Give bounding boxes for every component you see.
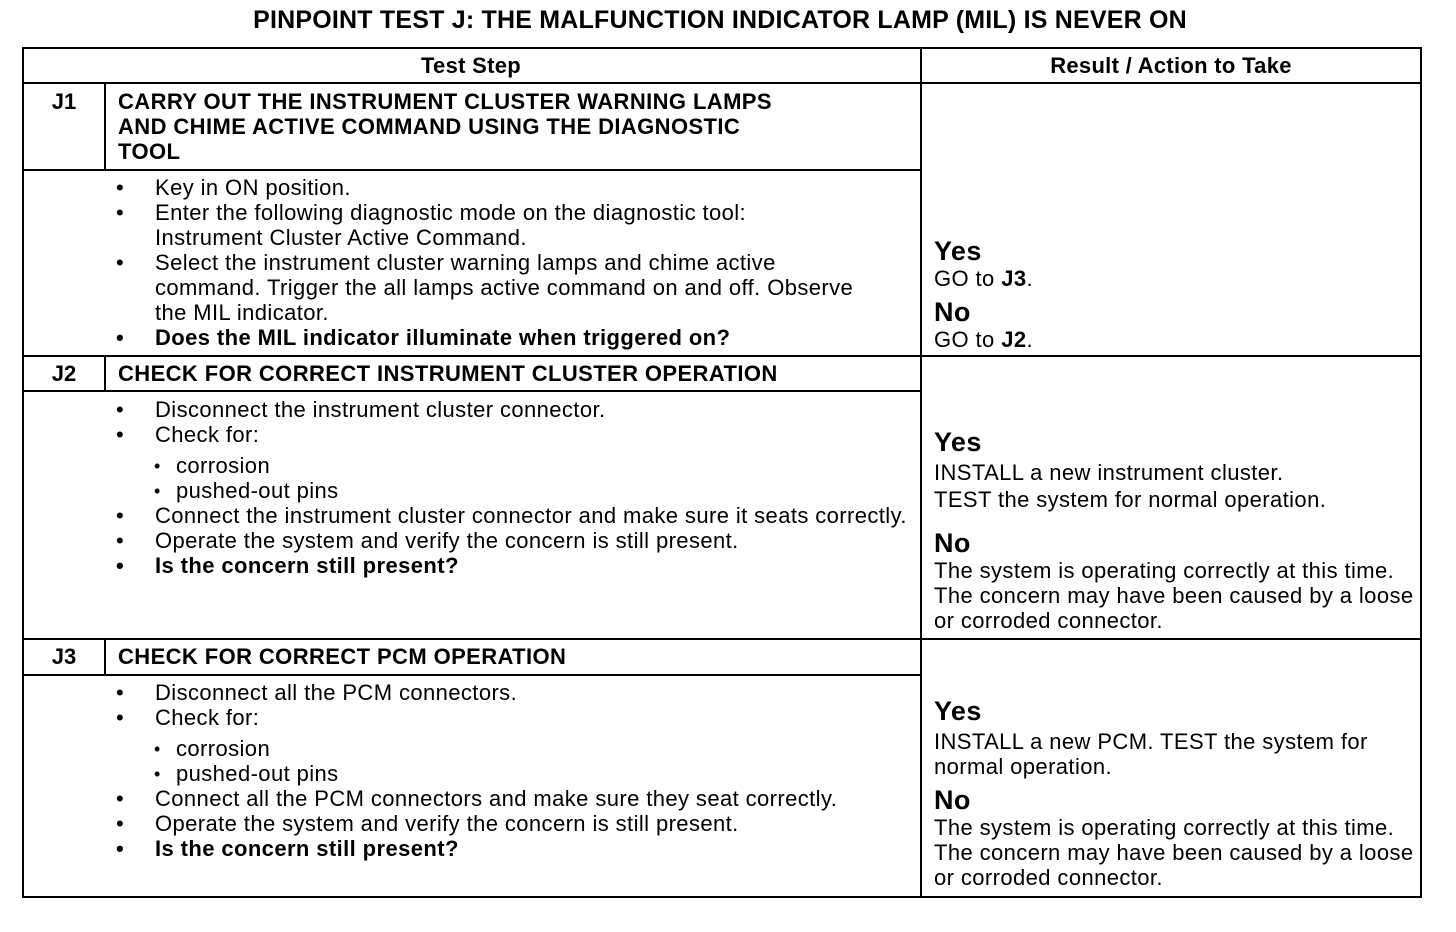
j2-id-divider bbox=[104, 355, 106, 392]
step-id-j3: J3 bbox=[51, 644, 77, 669]
bullet-item: • Select the instrument cluster warning lamps and chime active command. Trigger the all lamps active command on and off. Observe the MIL indicator. bbox=[114, 250, 877, 325]
yes-action-suffix: . bbox=[1026, 266, 1033, 291]
column-divider bbox=[920, 47, 922, 898]
no-action: The system is operating correctly at this time. The concern may have been caused by a loose or corroded connector. bbox=[934, 558, 1414, 633]
yes-label: Yes bbox=[934, 696, 982, 726]
step-heading-line: TOOL bbox=[118, 139, 181, 164]
sub-bullet-item: • pushed-out pins bbox=[114, 479, 914, 504]
result-header: Result / Action to Take bbox=[1050, 53, 1292, 78]
yes-action bbox=[934, 266, 1414, 291]
no-label: No bbox=[934, 528, 971, 558]
sub-bullet-item: • corrosion bbox=[114, 737, 914, 762]
step-heading-j1 bbox=[118, 89, 908, 164]
bullet-item-question: • Is the concern still present? bbox=[114, 553, 914, 578]
step-heading-line: AND CHIME ACTIVE COMMAND USING THE DIAGNOSTIC bbox=[118, 114, 741, 139]
bullet-item: • Disconnect all the PCM connectors. bbox=[114, 680, 914, 705]
yes-label: Yes bbox=[934, 236, 982, 266]
result-j1 bbox=[934, 236, 1414, 352]
step-id-j2: J2 bbox=[51, 361, 77, 386]
bullet-item: • Enter the following diagnostic mode on the diagnostic tool: Instrument Cluster Active Command. bbox=[114, 200, 835, 250]
bullet-item: • Check for: bbox=[114, 705, 914, 730]
sub-bullet-item: • pushed-out pins bbox=[114, 762, 914, 787]
bullet-item: • Disconnect the instrument cluster connector. bbox=[114, 397, 914, 422]
step-heading-j2: CHECK FOR CORRECT INSTRUMENT CLUSTER OPERATION bbox=[118, 361, 778, 386]
yes-action-prefix: GO to bbox=[934, 266, 1002, 291]
page-title: PINPOINT TEST J: THE MALFUNCTION INDICATOR LAMP (MIL) IS NEVER ON bbox=[253, 6, 1187, 34]
step-id-j1: J1 bbox=[51, 89, 77, 114]
j2-j3-divider bbox=[22, 638, 1422, 640]
no-action-prefix: GO to bbox=[934, 327, 1002, 352]
result-j2 bbox=[934, 427, 1414, 633]
check-for-list bbox=[114, 737, 914, 786]
j2-heading-divider bbox=[22, 390, 922, 392]
result-j3 bbox=[934, 696, 1414, 890]
bullet-item: • Check for: bbox=[114, 422, 914, 447]
bullet-item: • Connect all the PCM connectors and make sure they seat correctly. bbox=[114, 786, 845, 811]
step-heading-line: CARRY OUT THE INSTRUMENT CLUSTER WARNING LAMPS bbox=[118, 89, 772, 114]
bullet-item-question: • Does the MIL indicator illuminate when triggered on? bbox=[114, 325, 914, 350]
sub-bullet-item: • corrosion bbox=[114, 454, 914, 479]
test-step-header: Test Step bbox=[420, 53, 522, 78]
no-action: The system is operating correctly at this time. The concern may have been caused by a loose or corroded connector. bbox=[934, 815, 1414, 890]
j1-j2-divider bbox=[22, 355, 1422, 357]
yes-action: INSTALL a new PCM. TEST the system for normal operation. bbox=[934, 729, 1368, 779]
bullet-item: • Operate the system and verify the concern is still present. bbox=[114, 528, 914, 553]
j1-id-divider bbox=[104, 82, 106, 170]
bullet-item: • Operate the system and verify the concern is still present. bbox=[114, 811, 914, 836]
j3-heading-divider bbox=[22, 674, 922, 676]
yes-label: Yes bbox=[934, 427, 982, 457]
no-label: No bbox=[934, 785, 971, 815]
yes-action: TEST the system for normal operation. bbox=[934, 487, 1327, 512]
no-action-suffix: . bbox=[1026, 327, 1033, 352]
yes-action: INSTALL a new instrument cluster. bbox=[934, 460, 1284, 485]
no-target-step: J2 bbox=[1001, 327, 1027, 352]
no-action bbox=[934, 327, 1414, 352]
j3-id-divider bbox=[104, 638, 106, 676]
header-divider bbox=[22, 82, 1422, 84]
j1-heading-divider bbox=[22, 169, 922, 171]
check-for-list bbox=[114, 454, 914, 503]
no-label: No bbox=[934, 297, 971, 327]
step-bullets-j3 bbox=[114, 680, 914, 861]
step-bullets-j1 bbox=[114, 175, 914, 350]
step-bullets-j2 bbox=[114, 397, 914, 578]
step-heading-j3: CHECK FOR CORRECT PCM OPERATION bbox=[118, 644, 567, 669]
bullet-item-question: • Is the concern still present? bbox=[114, 836, 914, 861]
yes-target-step: J3 bbox=[1001, 266, 1027, 291]
bullet-item: • Connect the instrument cluster connector and make sure it seats correctly. bbox=[114, 503, 915, 528]
bullet-item: • Key in ON position. bbox=[114, 175, 914, 200]
